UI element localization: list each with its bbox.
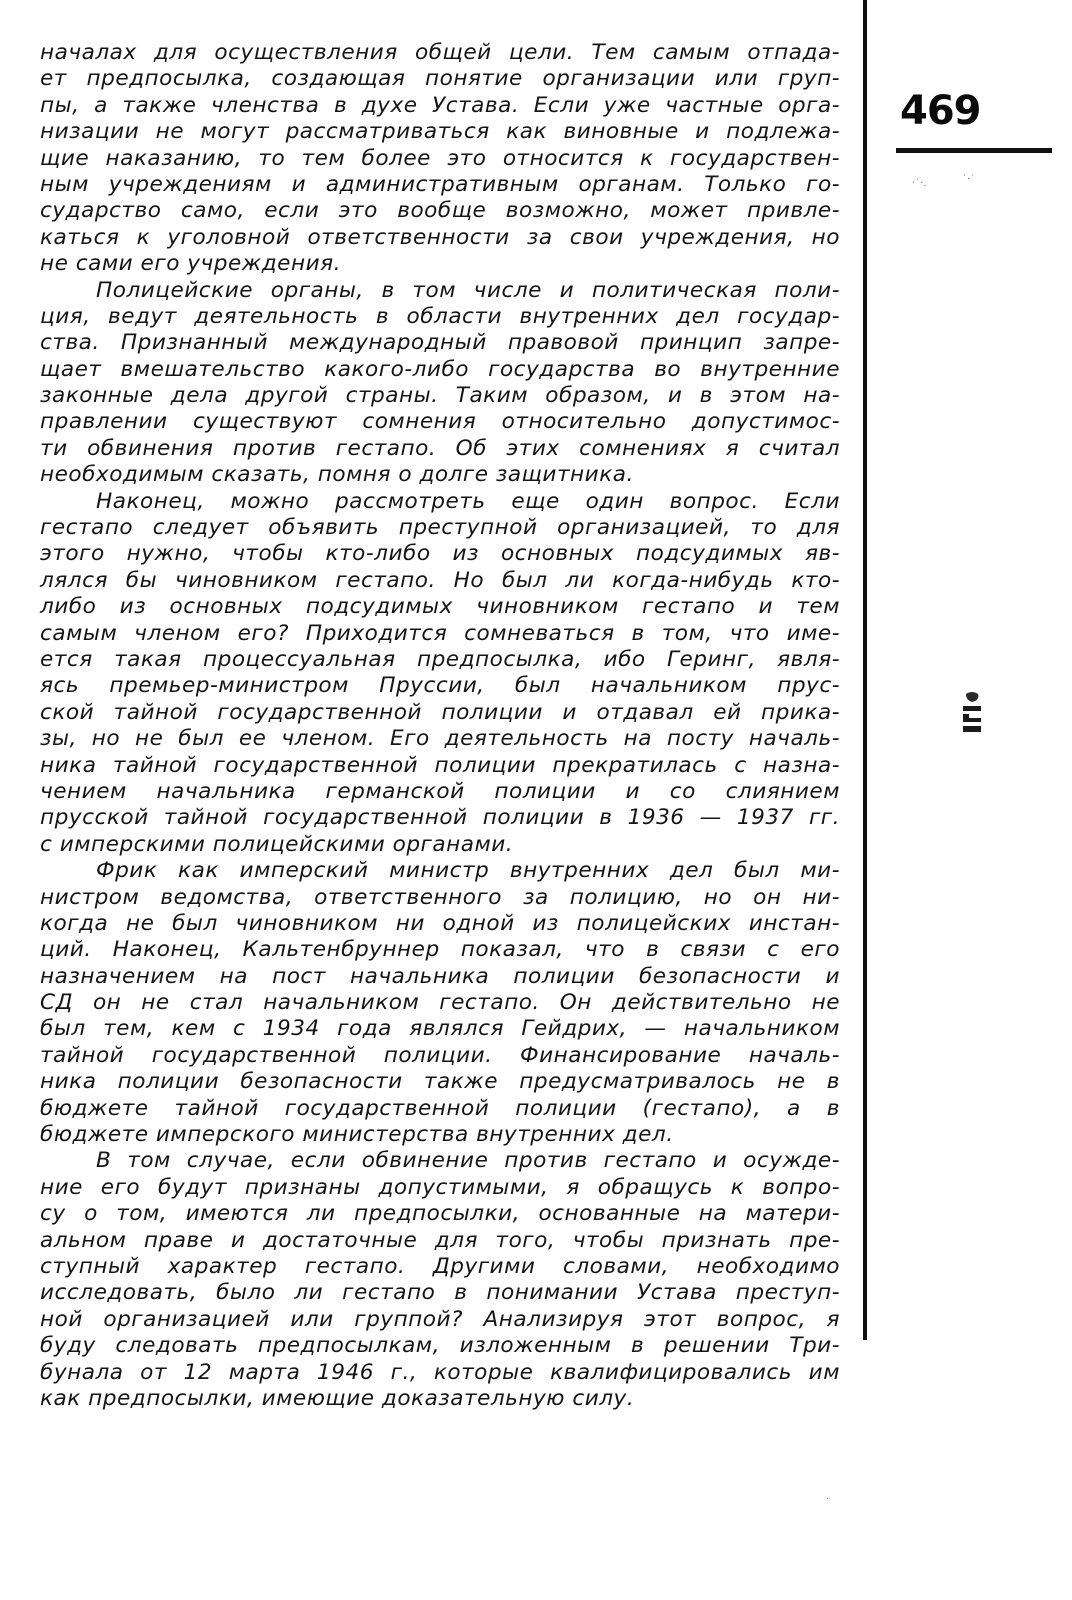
text-line: буду следовать предпосылкам, изложенным в решении Три- — [40, 1333, 840, 1359]
text-line: назначением на пост начальника полиции безопасности и — [40, 963, 840, 989]
text-line: ясь премьер-министром Пруссии, был начальником прус- — [40, 673, 840, 699]
text-line: гестапо следует объявить преступной организацией, то для — [40, 515, 840, 541]
text-line: не сами его учреждения. — [40, 251, 341, 277]
text-line: щие наказанию, то тем более это относится к государствен- — [40, 145, 840, 171]
paragraph-first-line: В том случае, если обвинение против гестапо и осужде- — [96, 1148, 840, 1174]
text-line: ступный характер гестапо. Другими словами, необходимо — [40, 1253, 840, 1279]
text-line: зы, но не был ее членом. Его деятельность на посту началь- — [40, 726, 840, 752]
text-line: этого нужно, чтобы кто-либо из основных подсудимых яв- — [40, 541, 840, 567]
text-line: необходимым сказать, помня о долге защитника. — [40, 462, 634, 488]
text-line: началах для осуществления общей цели. Тем самым отпада- — [40, 40, 840, 65]
text-line: ника полиции безопасности также предусматривалось не в — [40, 1069, 840, 1095]
text-line: щает вмешательство какого-либо государства во внутренние — [40, 356, 840, 382]
body-text — [40, 40, 840, 1412]
text-line: с имперскими полицейскими органами. — [40, 831, 514, 857]
print-speck: ·˙·. — [912, 178, 927, 189]
text-line: су о том, имеются ли предпосылки, основанные на матери- — [40, 1201, 840, 1227]
text-line: лялся бы чиновником гестапо. Но был ли когда-нибудь кто- — [40, 567, 840, 593]
text-line: когда не был чиновником ни одной из полицейских инстан- — [40, 910, 840, 936]
print-speck: · — [826, 1494, 830, 1505]
text-line: ется такая процессуальная предпосылка, ибо Геринг, явля- — [40, 646, 840, 672]
text-line: ника тайной государственной полиции прекратилась с назна- — [40, 752, 840, 778]
text-line: ние его будут признаны допустимыми, я обращусь к вопро- — [40, 1174, 840, 1200]
text-line: либо из основных подсудимых чиновником гестапо и тем — [40, 594, 840, 620]
text-line: бюджете тайной государственной полиции (гестапо), а в — [40, 1095, 840, 1121]
text-line: законные дела другой страны. Таким образом, и в этом на- — [40, 383, 840, 409]
text-line: ти обвинения против гестапо. Об этих сомнениях я считал — [40, 435, 840, 461]
text-line: прусской тайной государственной полиции в 1936 — 1937 гг. — [40, 805, 840, 831]
text-line: пы, а также членства в духе Устава. Если уже частные орга- — [40, 92, 840, 118]
text-line: ской тайной государственной полиции и отдавал ей прика- — [40, 699, 840, 725]
text-line: как предпосылки, имеющие доказательную силу. — [40, 1385, 635, 1411]
text-line: бунала от 12 марта 1946 г., которые квалифицировались им — [40, 1359, 840, 1385]
text-line: СД он не стал начальником гестапо. Он действительно не — [40, 990, 840, 1016]
text-line: чением начальника германской полиции и со слиянием — [40, 778, 840, 804]
text-line: ций. Наконец, Кальтенбруннер показал, что в связи с его — [40, 937, 840, 963]
page-number: 469 — [900, 88, 981, 134]
text-line: правлении существуют сомнения относительно допустимос- — [40, 409, 840, 435]
text-line: альном праве и достаточные для того, чтобы признать пре- — [40, 1227, 840, 1253]
text-line: нистром ведомства, ответственного за полицию, но он ни- — [40, 884, 840, 910]
text-line: ства. Признанный международный правовой принцип запре- — [40, 330, 840, 356]
text-line: каться к уголовной ответственности за свои учреждения, но — [40, 224, 840, 250]
text-line: низации не могут рассматриваться как виновные и подлежа- — [40, 119, 840, 145]
text-line: самым членом его? Приходится сомневаться в том, что име- — [40, 620, 840, 646]
text-line: исследовать, было ли гестапо в понимании Устава преступ- — [40, 1280, 840, 1306]
text-line: ет предпосылка, создающая понятие организации или груп- — [40, 66, 840, 92]
paragraph-first-line: Наконец, можно рассмотреть еще один вопрос. Если — [96, 488, 840, 514]
text-line: ция, ведут деятельность в области внутренних дел государ- — [40, 303, 840, 329]
text-line: тайной государственной полиции. Финансирование началь- — [40, 1042, 840, 1068]
paragraph-first-line: Фрик как имперский министр внутренних дел был ми- — [96, 858, 840, 884]
paragraph-first-line: Полицейские органы, в том числе и политическая поли- — [96, 277, 840, 303]
header-rule — [896, 148, 1052, 153]
text-line: был тем, кем с 1934 года являлся Гейдрих, — начальником — [40, 1016, 840, 1042]
text-line: бюджете имперского министерства внутренних дел. — [40, 1122, 674, 1148]
margin-mark-icon — [960, 690, 984, 740]
vertical-margin-rule — [863, 0, 867, 1340]
print-speck: ˙·˙ — [962, 174, 976, 185]
text-line: ной организацией или группой? Анализируя этот вопрос, я — [40, 1306, 840, 1332]
text-line: ным учреждениям и административным органам. Только го- — [40, 171, 840, 197]
text-line: сударство само, если это вообще возможно, может привле- — [40, 198, 840, 224]
